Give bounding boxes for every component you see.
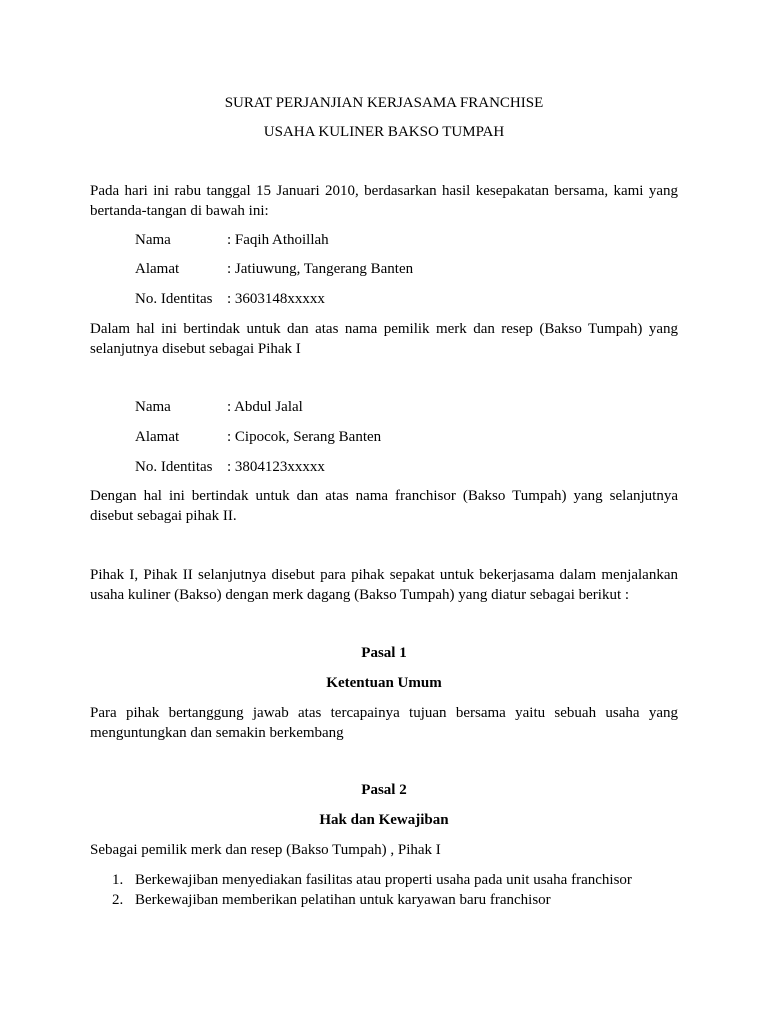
document-subtitle: USAHA KULINER BAKSO TUMPAH: [263, 124, 505, 140]
party2-address-row: [135, 427, 635, 447]
party1-id-row: [135, 289, 635, 309]
party2-id-row: [135, 457, 635, 477]
party1-name-row: [135, 230, 635, 250]
party1-role-paragraph: Dalam hal ini bertindak untuk dan atas nama pemilik merk dan resep (Bakso Tumpah) yang selanjutnya disebut sebagai Pihak I: [90, 321, 678, 357]
pasal1-heading: Ketentuan Umum: [326, 675, 442, 691]
agreement-paragraph: Pihak I, Pihak II selanjutnya disebut para pihak sepakat untuk bekerjasama dalam menjalankan usaha kuliner (Bakso) dengan merk dagang (Bakso Tumpah) yang diatur sebagai berikut :: [90, 567, 678, 603]
field-value: : 3603148xxxxx: [227, 291, 325, 307]
field-label: Nama: [135, 399, 171, 415]
field-value: : Cipocok, Serang Banten: [227, 429, 382, 445]
field-value: : Faqih Athoillah: [227, 232, 329, 248]
field-label: Alamat: [135, 261, 180, 277]
party2-name-row: [135, 397, 635, 417]
list-text: Berkewajiban memberikan pelatihan untuk karyawan baru franchisor: [135, 892, 551, 908]
field-label: Nama: [135, 232, 171, 248]
party1-address-row: [135, 259, 635, 279]
list-number: 1.: [112, 872, 124, 888]
field-label: No. Identitas: [135, 459, 213, 475]
list-item: [90, 890, 690, 910]
intro-paragraph: Pada hari ini rabu tanggal 15 Januari 2010, berdasarkan hasil kesepakatan bersama, kami yang bertanda-tangan di bawah ini:: [90, 183, 678, 219]
field-value: : Abdul Jalal: [227, 399, 303, 415]
pasal2-heading: Hak dan Kewajiban: [319, 812, 449, 828]
field-label: No. Identitas: [135, 291, 213, 307]
pasal1-number: Pasal 1: [361, 645, 407, 661]
pasal2-obligation-list: [90, 870, 690, 910]
pasal2-paragraph: Sebagai pemilik merk dan resep (Bakso Tumpah) , Pihak I: [90, 842, 441, 858]
document-title: SURAT PERJANJIAN KERJASAMA FRANCHISE: [224, 95, 544, 111]
list-text: Berkewajiban menyediakan fasilitas atau properti usaha pada unit usaha franchisor: [135, 872, 632, 888]
list-number: 2.: [112, 892, 124, 908]
field-value: : 3804123xxxxx: [227, 459, 325, 475]
field-value: : Jatiuwung, Tangerang Banten: [227, 261, 414, 277]
party2-role-paragraph: Dengan hal ini bertindak untuk dan atas nama franchisor (Bakso Tumpah) yang selanjutnya disebut sebagai pihak II.: [90, 488, 678, 524]
pasal1-paragraph: Para pihak bertanggung jawab atas tercapainya tujuan bersama yaitu sebuah usaha yang menguntungkan dan semakin berkembang: [90, 705, 678, 741]
field-label: Alamat: [135, 429, 180, 445]
pasal2-number: Pasal 2: [361, 782, 407, 798]
list-item: [90, 870, 690, 890]
